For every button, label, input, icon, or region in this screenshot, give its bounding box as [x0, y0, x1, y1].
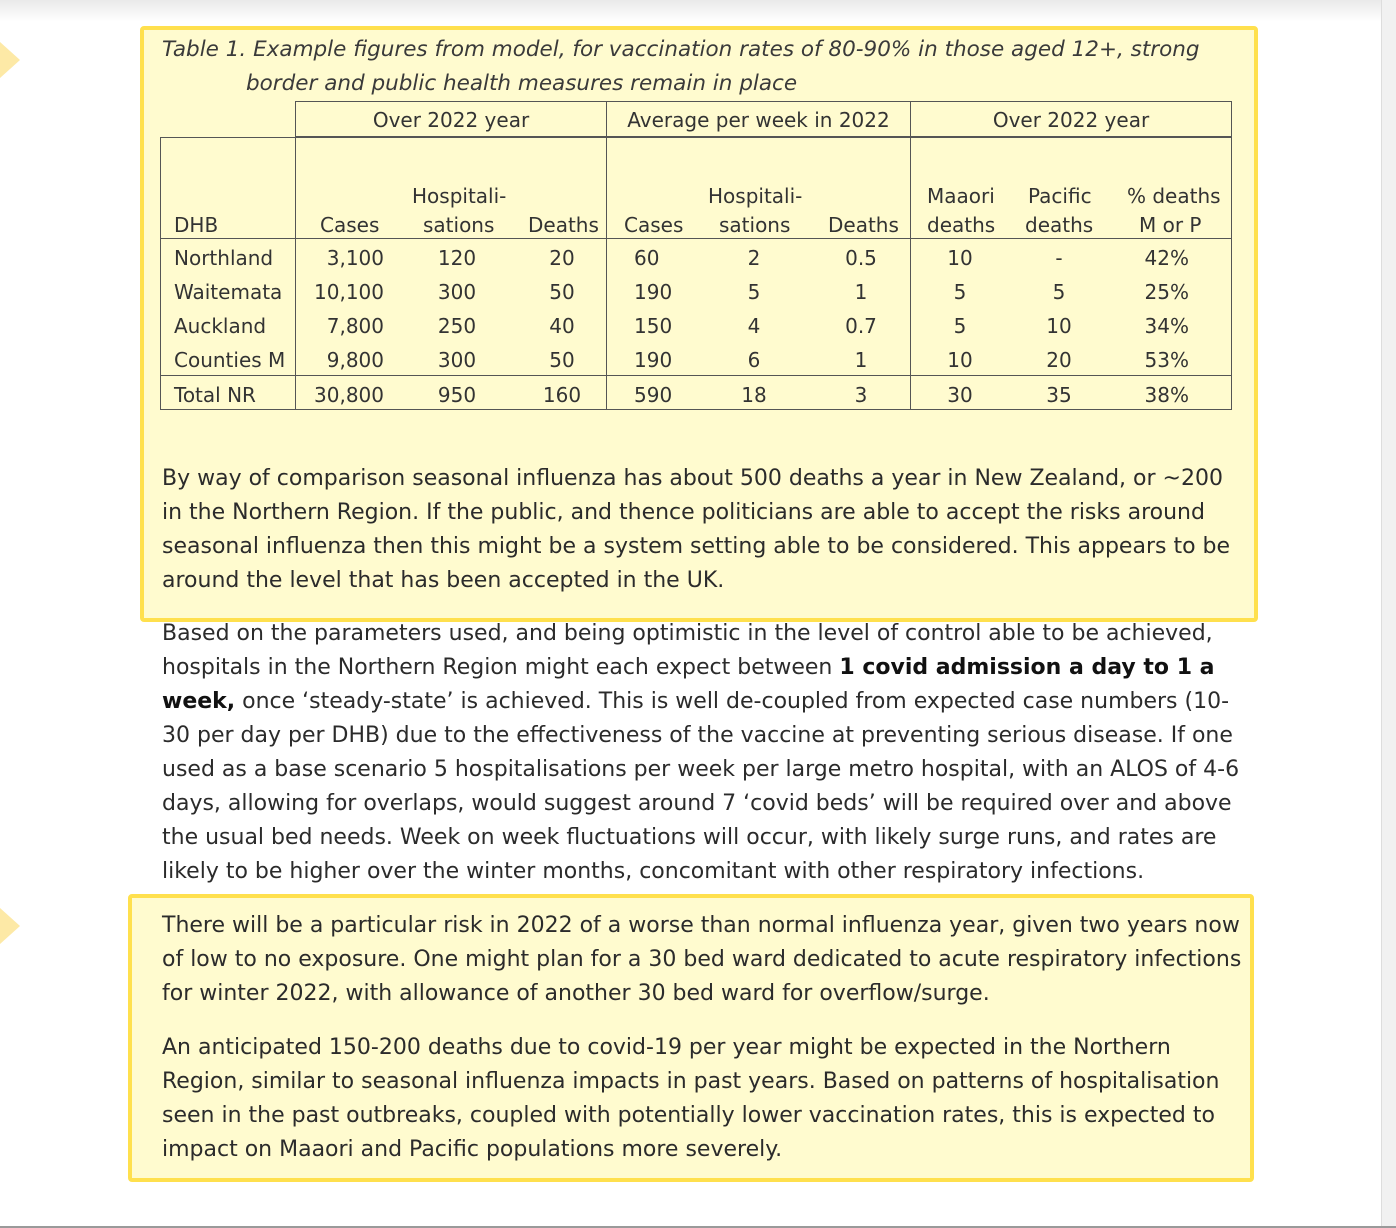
table-cell: 25%: [1144, 280, 1189, 304]
col-header-week-hosp: Hospitali-: [708, 184, 803, 208]
table-total-cell: 30,800: [314, 383, 384, 407]
table-total-cell: 18: [741, 383, 767, 407]
table-total-cell: 160: [542, 383, 582, 407]
table-cell: 0.5: [845, 246, 877, 270]
annotation-marker-icon[interactable]: [0, 908, 20, 944]
table-cell: 190: [634, 280, 673, 304]
table-divider: [295, 138, 296, 409]
table-cell: 6: [747, 348, 761, 372]
paragraph-anticipated-deaths: An anticipated 150-200 deaths due to covid-19 per year might be expected in the Northern Region, similar to seasonal influenza impacts in past years. Based on patterns of hospitalisation seen in the past outbreaks, coupled with potentially lower vaccination rates, this is expected to impact on Maaori and Pacific populations more severely.: [162, 1035, 1220, 1162]
table-cell: 5: [747, 280, 761, 304]
col-header-pacific: Pacific: [1028, 184, 1092, 208]
table-cell: 300: [437, 348, 477, 372]
para-text: Based on the parameters used, and being optimistic in the level of control able to be achieved, hospitals in the Northern Region might each expect between: [162, 621, 1213, 680]
table-cell: 50: [549, 348, 575, 372]
table-total-cell: 950: [437, 383, 477, 407]
table-cell: 42%: [1144, 246, 1189, 270]
scrollbar[interactable]: [1381, 0, 1396, 1228]
table-cell: 10: [1046, 314, 1072, 338]
table-cell: 5: [953, 314, 967, 338]
group-header-avg-week: Average per week in 2022: [606, 101, 911, 137]
table-cell: 1: [854, 348, 868, 372]
table-cell: 150: [634, 314, 673, 338]
table-cell: 5: [1052, 280, 1066, 304]
table-total-cell: Total NR: [174, 383, 256, 407]
table-cell: 10: [947, 348, 973, 372]
para-bold-text: 1 covid admission a day to 1 a week,: [162, 655, 1215, 714]
table-cell: 3,100: [326, 246, 384, 270]
table-cell: -: [1055, 246, 1063, 270]
col-header-deaths: Deaths: [528, 213, 599, 237]
table-cell: 300: [437, 280, 477, 304]
table-cell: 40: [549, 314, 575, 338]
table-cell: 50: [549, 280, 575, 304]
table-divider: [910, 138, 911, 409]
table-cell: Auckland: [174, 314, 267, 338]
col-header-week-deaths: Deaths: [828, 213, 899, 237]
col-header-hosp: Hospitali-: [412, 184, 507, 208]
col-header-week-cases: Cases: [624, 213, 684, 237]
table-cell: 2: [747, 246, 761, 270]
table-total-cell: 30: [947, 383, 973, 407]
table-cell: 7,800: [326, 314, 384, 338]
col-header-pacific: deaths: [1025, 213, 1094, 237]
paragraph-hospital-expectation: [162, 617, 1242, 889]
table-total-cell: 3: [854, 383, 868, 407]
table-cell: 10,100: [314, 280, 384, 304]
table-cell: 20: [549, 246, 575, 270]
table-cell: Counties M: [174, 348, 286, 372]
col-header-dhb: DHB: [174, 213, 219, 237]
table-cell: 9,800: [326, 348, 384, 372]
table-cell: 20: [1046, 348, 1072, 372]
table-cell: 190: [634, 348, 673, 372]
table-total-cell: 38%: [1144, 383, 1189, 407]
table-total-cell: 35: [1046, 383, 1072, 407]
table-cell: 4: [747, 314, 761, 338]
para-text: once ‘steady-state’ is achieved. This is well de-coupled from expected case numbers (10-30 per day per DHB) due to the effectiveness of the vaccine at preventing serious disease. If one used as a base scenario 5 hospitalisations per week per large metro hospital, with an ALOS of 4-6 days, allowing for overlaps, would suggest around 7 ‘covid beds’ will be required over and above the usual bed needs. Week on week fluctuations will occur, with likely surge runs, and rates are likely to be higher over the winter months, concomitant with other respiratory infections.: [162, 689, 1240, 884]
table-cell: Waitemata: [174, 280, 283, 304]
group-header-over-year-deaths: Over 2022 year: [910, 101, 1232, 137]
table-cell: Northland: [174, 246, 274, 270]
table-total-cell: 590: [634, 383, 673, 407]
table-cell: 0.7: [845, 314, 877, 338]
paragraph-influenza-risk: There will be a particular risk in 2022 of a worse than normal influenza year, given two years now of low to no exposure. One might plan for a 30 bed ward dedicated to acute respiratory infections for winter 2022, with allowance of another 30 bed ward for overflow/surge.: [162, 913, 1242, 1006]
table-caption: [162, 33, 1242, 101]
col-header-pct: % deaths: [1127, 184, 1221, 208]
table-cell: 34%: [1144, 314, 1189, 338]
table-cell: 250: [437, 314, 477, 338]
col-header-cases: Cases: [320, 213, 380, 237]
table-divider: [606, 138, 607, 409]
table-cell: 5: [953, 280, 967, 304]
paragraph-influenza-comparison: By way of comparison seasonal influenza has about 500 deaths a year in New Zealand, or ~200 in the Northern Region. If the public, and thence politicians are able to accept the risks around seasonal influenza then this might be a system setting able to be considered. This appears to be around the level that has been accepted in the UK.: [162, 466, 1231, 593]
table-cell: 60: [634, 246, 660, 270]
table-caption-line2: border and public health measures remain in place: [246, 71, 798, 96]
table-cell: 10: [947, 246, 973, 270]
table-cell: 1: [854, 280, 868, 304]
col-header-hosp: sations: [423, 213, 495, 237]
col-header-maori: deaths: [927, 213, 996, 237]
group-header-over-year: Over 2022 year: [295, 101, 607, 137]
table-cell: 120: [437, 246, 477, 270]
page-top-shadow: [0, 0, 1396, 22]
col-header-maori: Maaori: [927, 184, 995, 208]
data-table: [160, 137, 1232, 410]
table-caption-line1: Table 1. Example figures from model, for vaccination rates of 80-90% in those aged 12+, strong: [162, 37, 1200, 62]
col-header-pct: M or P: [1139, 213, 1202, 237]
col-header-week-hosp: sations: [719, 213, 791, 237]
table-divider: [161, 375, 1231, 376]
table-cell: 53%: [1144, 348, 1189, 372]
annotation-marker-icon[interactable]: [0, 42, 20, 78]
